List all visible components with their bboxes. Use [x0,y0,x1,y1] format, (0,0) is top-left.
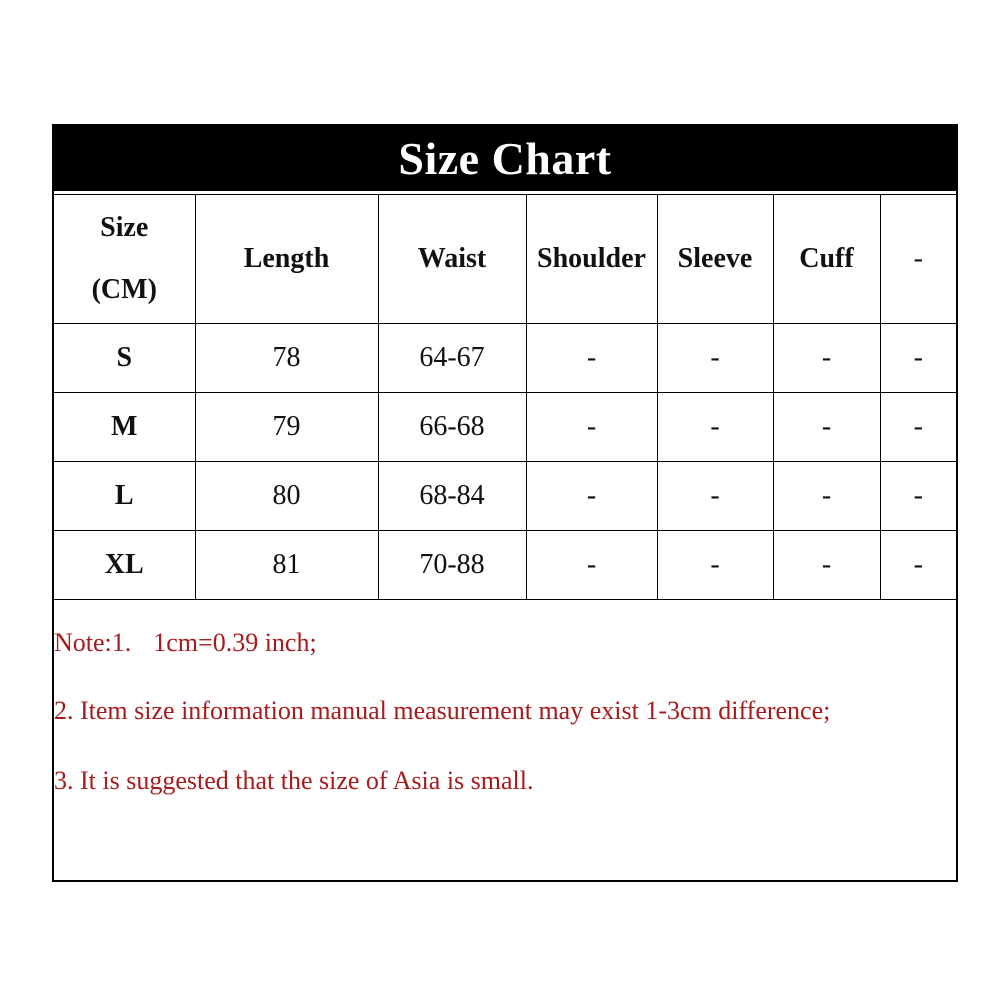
shoulder-cell: - [526,462,657,531]
cuff-cell: - [773,531,880,600]
waist-cell: 70-88 [378,531,526,600]
sleeve-column-header: Sleeve [657,195,773,324]
extra-cell: - [880,462,956,531]
table-row [54,324,956,393]
size-header-line1: Size [100,212,149,243]
extra-cell: - [880,531,956,600]
size-chart-title: Size Chart [54,126,956,191]
extra-column-header: - [880,195,956,324]
length-cell: 78 [195,324,378,393]
shoulder-cell: - [526,324,657,393]
table-header-row [54,195,956,324]
extra-cell: - [880,393,956,462]
sleeve-cell: - [657,531,773,600]
note-3: 3. It is suggested that the size of Asia is small. [54,766,534,795]
size-column-header [54,195,195,324]
shoulder-column-header: Shoulder [526,195,657,324]
waist-cell: 64-67 [378,324,526,393]
length-cell: 81 [195,531,378,600]
shoulder-cell: - [526,531,657,600]
cuff-cell: - [773,393,880,462]
table-row [54,531,956,600]
length-column-header: Length [195,195,378,324]
shoulder-cell: - [526,393,657,462]
note-2: 2. Item size information manual measurement may exist 1-3cm difference; [54,696,831,725]
note-1-text: 1cm=0.39 inch; [153,628,317,657]
sleeve-cell: - [657,324,773,393]
size-cell: L [54,462,195,531]
size-cell: XL [54,531,195,600]
table-row [54,462,956,531]
size-cell: M [54,393,195,462]
sleeve-cell: - [657,462,773,531]
extra-cell: - [880,324,956,393]
size-cell: S [54,324,195,393]
waist-cell: 66-68 [378,393,526,462]
table-row [54,393,956,462]
waist-cell: 68-84 [378,462,526,531]
waist-column-header: Waist [378,195,526,324]
cuff-cell: - [773,462,880,531]
size-chart-frame [52,124,958,882]
size-header-line2: (CM) [91,274,157,305]
sleeve-cell: - [657,393,773,462]
size-table [54,194,956,600]
cuff-column-header: Cuff [773,195,880,324]
note-1 [54,628,317,658]
length-cell: 80 [195,462,378,531]
length-cell: 79 [195,393,378,462]
cuff-cell: - [773,324,880,393]
note-1-prefix: Note:1. [54,628,132,657]
